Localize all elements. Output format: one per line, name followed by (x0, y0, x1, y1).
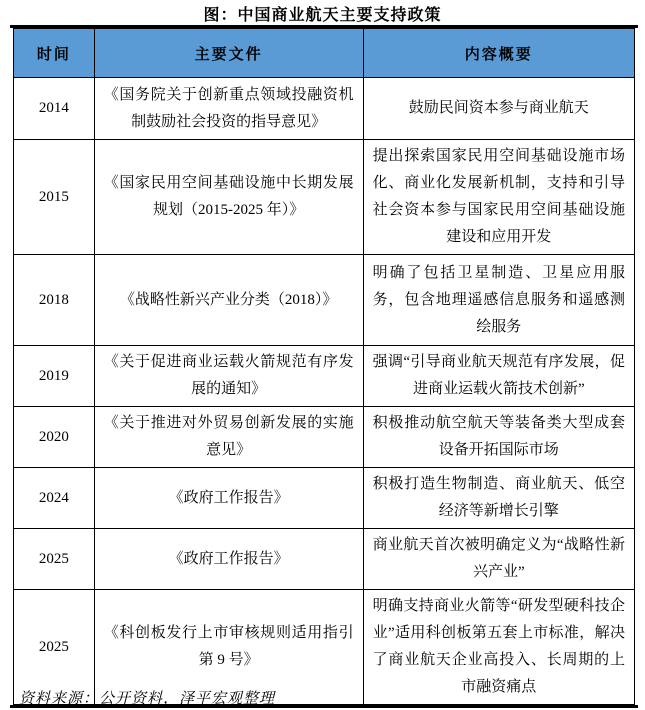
document-cell: 《科创板发行上市审核规则适用指引第 9 号》 (94, 590, 363, 705)
table-row (14, 346, 635, 407)
year-cell: 2024 (14, 468, 95, 529)
table-row (14, 529, 635, 590)
document-cell: 《国家民用空间基础设施中长期发展规划（2015-2025 年）》 (94, 140, 363, 255)
table-row (14, 407, 635, 468)
table-row (14, 468, 635, 529)
summary-cell: 明确支持商业火箭等“研发型硬科技企业”适用科创板第五套上市标准，解决了商业航天企业高投入、长周期的上市融资痛点 (363, 590, 634, 705)
year-cell: 2014 (14, 78, 95, 140)
year-cell: 2025 (14, 590, 95, 705)
summary-cell: 鼓励民间资本参与商业航天 (363, 78, 634, 140)
summary-cell: 商业航天首次被明确定义为“战略性新兴产业” (363, 529, 634, 590)
summary-cell: 提出探索国家民用空间基础设施市场化、商业化发展新机制，支持和引导社会资本参与国家民用空间基础设施建设和应用开发 (363, 140, 634, 255)
year-cell: 2020 (14, 407, 95, 468)
header-cell-document: 主要文件 (94, 29, 363, 78)
summary-cell: 积极推动航空航天等装备类大型成套设备开拓国际市场 (363, 407, 634, 468)
document-cell: 《关于推进对外贸易创新发展的实施意见》 (94, 407, 363, 468)
document-cell: 《政府工作报告》 (94, 468, 363, 529)
table-row (14, 78, 635, 140)
header-cell-time: 时间 (14, 29, 95, 78)
document-cell: 《战略性新兴产业分类（2018）》 (94, 255, 363, 346)
document-cell: 《关于促进商业运载火箭规范有序发展的通知》 (94, 346, 363, 407)
source-note: 资料来源：公开资料，泽平宏观整理 (19, 691, 276, 707)
year-cell: 2025 (14, 529, 95, 590)
header-cell-summary: 内容概要 (363, 29, 634, 78)
policy-table-container (10, 25, 638, 708)
year-cell: 2015 (14, 140, 95, 255)
summary-cell: 明确了包括卫星制造、卫星应用服务，包含地理遥感信息服务和遥感测绘服务 (363, 255, 634, 346)
year-cell: 2019 (14, 346, 95, 407)
table-header-row (14, 29, 635, 78)
summary-cell: 积极打造生物制造、商业航天、低空经济等新增长引擎 (363, 468, 634, 529)
table-row (14, 255, 635, 346)
year-cell: 2018 (14, 255, 95, 346)
document-cell: 《国务院关于创新重点领域投融资机制鼓励社会投资的指导意见》 (94, 78, 363, 140)
table-row (14, 140, 635, 255)
document-cell: 《政府工作报告》 (94, 529, 363, 590)
policy-table (13, 28, 635, 705)
figure-title: 图：中国商业航天主要支持政策 (203, 7, 442, 24)
summary-cell: 强调“引导商业航天规范有序发展，促进商业运载火箭技术创新” (363, 346, 634, 407)
